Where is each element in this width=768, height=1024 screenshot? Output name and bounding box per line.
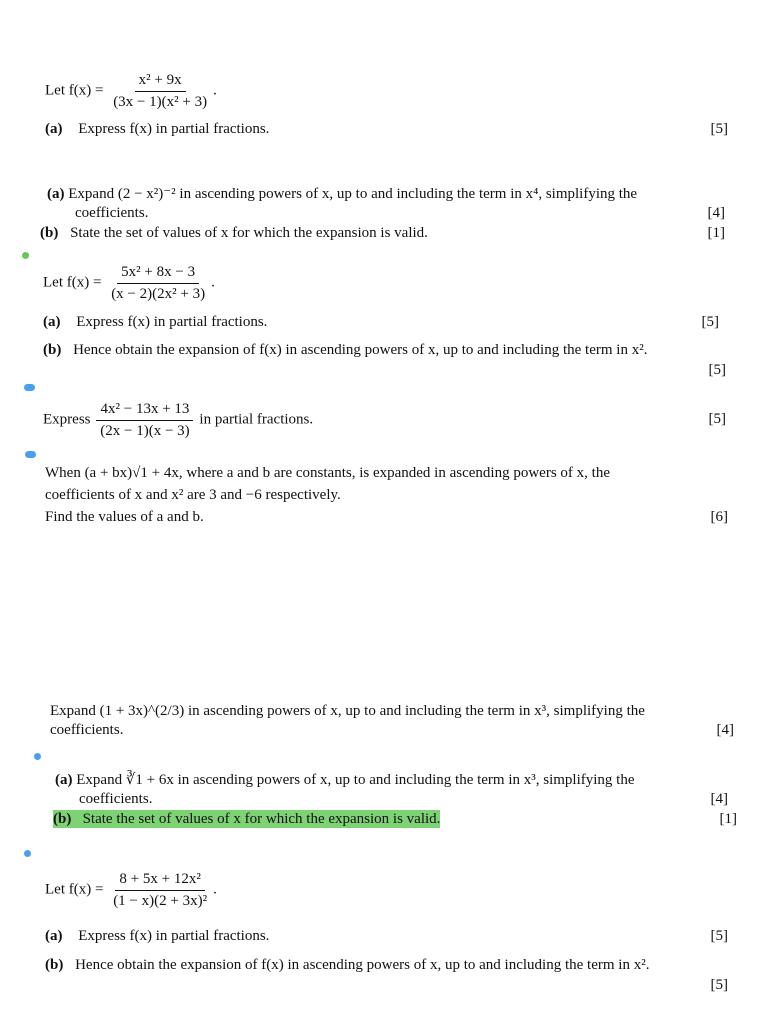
green-marker-dot [22,252,29,259]
q3-denominator: (x − 2)(2x² + 3) [111,285,206,302]
q1-fraction [109,72,211,110]
q7-b-mark: [1] [719,811,737,827]
q2-part-a-cont [75,205,725,222]
q7-part-a [55,770,635,789]
q4-fraction [96,401,193,439]
q7-b-text: State the set of values of x for which the expansion is valid. [82,811,441,827]
q4-tail: in partial fractions. [199,411,314,428]
blue-marker-dot [24,384,35,391]
q4-denominator: (2x − 1)(x − 3) [100,422,190,439]
q7-a-cont: coefficients. [79,791,153,807]
q8-b-text: Hence obtain the expansion of f(x) in ascending powers of x, up to and including the term in x². [75,957,650,973]
q1-part-a [45,121,728,138]
q8-fraction [109,871,211,909]
q7-a-text: Expand ∛1 + 6x in ascending powers of x, up to and including the term in x³, simplifying the [76,772,635,788]
q3-period: . [211,274,215,291]
q7-a-label: (a) [55,772,73,788]
q8-numerator: 8 + 5x + 12x² [115,871,204,891]
q3-part-a [43,314,719,331]
q4-mark: [5] [708,411,726,427]
q6-line1: Expand (1 + 3x)^(2/3) in ascending powers of x, up to and including the term in x³, simplifying the [50,703,645,719]
q3-expression [43,264,215,302]
q3-fraction [107,264,209,302]
q4-expression [43,401,726,439]
q8-lead: Let f(x) = [45,881,108,898]
q5-mark: [6] [710,509,728,525]
q2-part-a [47,184,725,203]
q8-b-label: (b) [45,957,64,973]
q4-numerator: 4x² − 13x + 13 [96,401,193,421]
q7-part-b [53,811,737,828]
q6-line2 [50,722,734,739]
blue-marker-dot [34,753,41,760]
q8-b-mark: [5] [710,977,728,993]
q7-a-mark: [4] [710,791,728,807]
q8-denominator: (1 − x)(2 + 3x)² [113,892,208,909]
q2-a-cont: coefficients. [75,205,149,221]
q8-a-label: (a) [45,928,63,944]
q5-line2: coefficients of x and x² are 3 and −6 respectively. [45,487,341,503]
q1-numerator: x² + 9x [135,72,186,92]
q1-a-mark: [5] [710,121,728,137]
q8-part-a [45,928,728,945]
q1-period: . [213,82,217,99]
q1-lead: Let f(x) = [45,82,108,99]
q8-a-mark: [5] [710,928,728,944]
q2-b-mark: [1] [707,225,725,241]
q7-b-label: (b) [53,811,72,827]
q4-lead: Express [43,411,91,428]
q3-b-label: (b) [43,342,62,358]
q8-expression [45,871,217,909]
q2-part-b [40,225,725,242]
q7-part-a-cont [79,791,728,808]
q2-b-text: State the set of values of x for which the expansion is valid. [70,225,428,241]
q8-part-b [45,957,649,974]
q6-line2-text: coefficients. [50,722,124,738]
q3-b-text: Hence obtain the expansion of f(x) in ascending powers of x, up to and including the term in x². [73,342,648,358]
q3-numerator: 5x² + 8x − 3 [117,264,199,284]
q7-b-highlight [53,810,440,828]
q8-a-text: Express f(x) in partial fractions. [78,928,270,944]
q1-a-label: (a) [45,121,63,137]
q2-a-mark: [4] [707,205,725,221]
q6-mark: [4] [716,722,734,738]
q2-b-label: (b) [40,225,59,241]
q5-line3-text: Find the values of a and b. [45,509,204,525]
q1-a-text: Express f(x) in partial fractions. [78,121,270,137]
q3-a-label: (a) [43,314,61,330]
q1-denominator: (3x − 1)(x² + 3) [113,93,208,110]
blue-marker-dot [25,451,36,458]
q1-expression [45,72,217,110]
q3-part-b [43,342,647,359]
q3-a-text: Express f(x) in partial fractions. [76,314,268,330]
q3-a-mark: [5] [701,314,719,330]
q8-period: . [213,881,217,898]
q5-line3 [45,509,728,526]
q3-lead: Let f(x) = [43,274,106,291]
q5-line1: When (a + bx)√1 + 4x, where a and b are constants, is expanded in ascending powers of x, the [45,465,610,481]
blue-marker-dot [24,850,31,857]
q2-a-text: Expand (2 − x²)⁻² in ascending powers of x, up to and including the term in x⁴, simplifying the [68,186,638,202]
q2-a-label: (a) [47,186,65,202]
q3-b-mark: [5] [708,362,726,378]
